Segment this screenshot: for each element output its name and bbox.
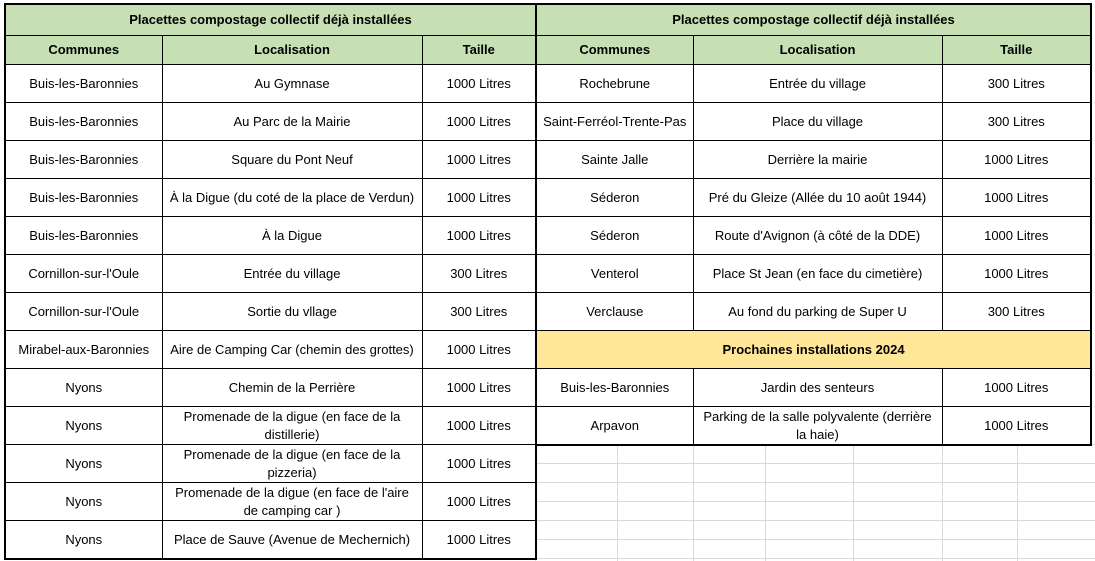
- cell-commune[interactable]: Nyons: [5, 369, 162, 407]
- header-localisation[interactable]: Localisation: [162, 36, 422, 65]
- header-communes[interactable]: Communes: [5, 36, 162, 65]
- cell-commune[interactable]: Cornillon-sur-l'Oule: [5, 293, 162, 331]
- cell-localisation[interactable]: Square du Pont Neuf: [162, 141, 422, 179]
- grid-column-line: [693, 444, 694, 561]
- cell-taille[interactable]: 1000 Litres: [942, 141, 1091, 179]
- cell-commune[interactable]: Buis-les-Baronnies: [5, 103, 162, 141]
- installed-sites-table-right: [535, 3, 1092, 446]
- cell-localisation[interactable]: Promenade de la digue (en face de la distillerie): [162, 407, 422, 445]
- cell-taille[interactable]: 1000 Litres: [422, 445, 536, 483]
- table-row: [5, 293, 536, 331]
- table-row: [536, 179, 1091, 217]
- cell-taille[interactable]: 1000 Litres: [942, 407, 1091, 446]
- cell-taille[interactable]: 1000 Litres: [942, 369, 1091, 407]
- cell-commune[interactable]: Sainte Jalle: [536, 141, 693, 179]
- table-title[interactable]: Placettes compostage collectif déjà installées: [536, 4, 1091, 36]
- cell-localisation[interactable]: À la Digue: [162, 217, 422, 255]
- cell-localisation[interactable]: Place St Jean (en face du cimetière): [693, 255, 942, 293]
- grid-column-line: [853, 444, 854, 561]
- cell-commune[interactable]: Nyons: [5, 407, 162, 445]
- cell-commune[interactable]: Buis-les-Baronnies: [5, 217, 162, 255]
- table-row: [5, 521, 536, 560]
- cell-taille[interactable]: 1000 Litres: [422, 483, 536, 521]
- cell-commune[interactable]: Venterol: [536, 255, 693, 293]
- cell-localisation[interactable]: Promenade de la digue (en face de l'aire de camping car ): [162, 483, 422, 521]
- table-row: [5, 65, 536, 103]
- table-row: [536, 103, 1091, 141]
- cell-taille[interactable]: 300 Litres: [422, 293, 536, 331]
- cell-localisation[interactable]: Promenade de la digue (en face de la pizzeria): [162, 445, 422, 483]
- table-row: [5, 103, 536, 141]
- grid-column-line: [765, 444, 766, 561]
- cell-localisation[interactable]: Au Parc de la Mairie: [162, 103, 422, 141]
- grid-column-line: [1017, 444, 1018, 561]
- cell-taille[interactable]: 300 Litres: [422, 255, 536, 293]
- cell-localisation[interactable]: Chemin de la Perrière: [162, 369, 422, 407]
- cell-commune[interactable]: Cornillon-sur-l'Oule: [5, 255, 162, 293]
- cell-commune[interactable]: Séderon: [536, 217, 693, 255]
- cell-localisation[interactable]: Place du village: [693, 103, 942, 141]
- cell-commune[interactable]: Buis-les-Baronnies: [5, 141, 162, 179]
- cell-localisation[interactable]: Aire de Camping Car (chemin des grottes): [162, 331, 422, 369]
- table-row: [5, 331, 536, 369]
- cell-taille[interactable]: 1000 Litres: [422, 103, 536, 141]
- table-row: [536, 65, 1091, 103]
- cell-taille[interactable]: 1000 Litres: [942, 255, 1091, 293]
- cell-taille[interactable]: 1000 Litres: [422, 179, 536, 217]
- cell-localisation[interactable]: Entrée du village: [693, 65, 942, 103]
- cell-localisation[interactable]: À la Digue (du coté de la place de Verdun): [162, 179, 422, 217]
- grid-column-line: [942, 444, 943, 561]
- future-installations-title[interactable]: Prochaines installations 2024: [536, 331, 1091, 369]
- table-row: [5, 217, 536, 255]
- cell-localisation[interactable]: Au fond du parking de Super U: [693, 293, 942, 331]
- cell-commune[interactable]: Buis-les-Baronnies: [5, 65, 162, 103]
- cell-taille[interactable]: 1000 Litres: [942, 217, 1091, 255]
- cell-commune[interactable]: Séderon: [536, 179, 693, 217]
- table-row: [5, 179, 536, 217]
- cell-commune[interactable]: Mirabel-aux-Baronnies: [5, 331, 162, 369]
- cell-taille[interactable]: 300 Litres: [942, 293, 1091, 331]
- cell-taille[interactable]: 1000 Litres: [422, 331, 536, 369]
- cell-commune[interactable]: Rochebrune: [536, 65, 693, 103]
- grid-column-line: [617, 444, 618, 561]
- table-row: [536, 217, 1091, 255]
- empty-cells-grid: [535, 444, 1095, 561]
- cell-localisation[interactable]: Pré du Gleize (Allée du 10 août 1944): [693, 179, 942, 217]
- cell-localisation[interactable]: Place de Sauve (Avenue de Mechernich): [162, 521, 422, 560]
- table-row: [5, 255, 536, 293]
- cell-commune[interactable]: Nyons: [5, 445, 162, 483]
- installed-sites-table-left: [4, 3, 537, 560]
- cell-taille[interactable]: 300 Litres: [942, 103, 1091, 141]
- cell-commune[interactable]: Saint-Ferréol-Trente-Pas: [536, 103, 693, 141]
- table-row: [5, 483, 536, 521]
- cell-commune[interactable]: Buis-les-Baronnies: [536, 369, 693, 407]
- table-row: [5, 445, 536, 483]
- cell-taille[interactable]: 1000 Litres: [942, 179, 1091, 217]
- table-row: [536, 293, 1091, 331]
- cell-localisation[interactable]: Derrière la mairie: [693, 141, 942, 179]
- header-communes[interactable]: Communes: [536, 36, 693, 65]
- table-row: [536, 407, 1091, 446]
- cell-commune[interactable]: Buis-les-Baronnies: [5, 179, 162, 217]
- cell-localisation[interactable]: Route d'Avignon (à côté de la DDE): [693, 217, 942, 255]
- table-row: [5, 141, 536, 179]
- table-title[interactable]: Placettes compostage collectif déjà installées: [5, 4, 536, 36]
- cell-taille[interactable]: 1000 Litres: [422, 407, 536, 445]
- cell-localisation[interactable]: Au Gymnase: [162, 65, 422, 103]
- cell-taille[interactable]: 1000 Litres: [422, 65, 536, 103]
- table-row: [536, 141, 1091, 179]
- cell-taille[interactable]: 1000 Litres: [422, 217, 536, 255]
- cell-commune[interactable]: Verclause: [536, 293, 693, 331]
- table-row: [5, 407, 536, 445]
- cell-localisation[interactable]: Sortie du vllage: [162, 293, 422, 331]
- table-row: [536, 255, 1091, 293]
- cell-localisation[interactable]: Jardin des senteurs: [693, 369, 942, 407]
- cell-localisation[interactable]: Parking de la salle polyvalente (derrière la haie): [693, 407, 942, 446]
- cell-commune[interactable]: Arpavon: [536, 407, 693, 446]
- cell-localisation[interactable]: Entrée du village: [162, 255, 422, 293]
- table-row: [536, 369, 1091, 407]
- header-localisation[interactable]: Localisation: [693, 36, 942, 65]
- cell-commune[interactable]: Nyons: [5, 521, 162, 560]
- header-taille[interactable]: Taille: [422, 36, 536, 65]
- cell-taille[interactable]: 1000 Litres: [422, 141, 536, 179]
- header-taille[interactable]: Taille: [942, 36, 1091, 65]
- cell-taille[interactable]: 300 Litres: [942, 65, 1091, 103]
- cell-taille[interactable]: 1000 Litres: [422, 369, 536, 407]
- table-row: [5, 369, 536, 407]
- cell-commune[interactable]: Nyons: [5, 483, 162, 521]
- cell-taille[interactable]: 1000 Litres: [422, 521, 536, 560]
